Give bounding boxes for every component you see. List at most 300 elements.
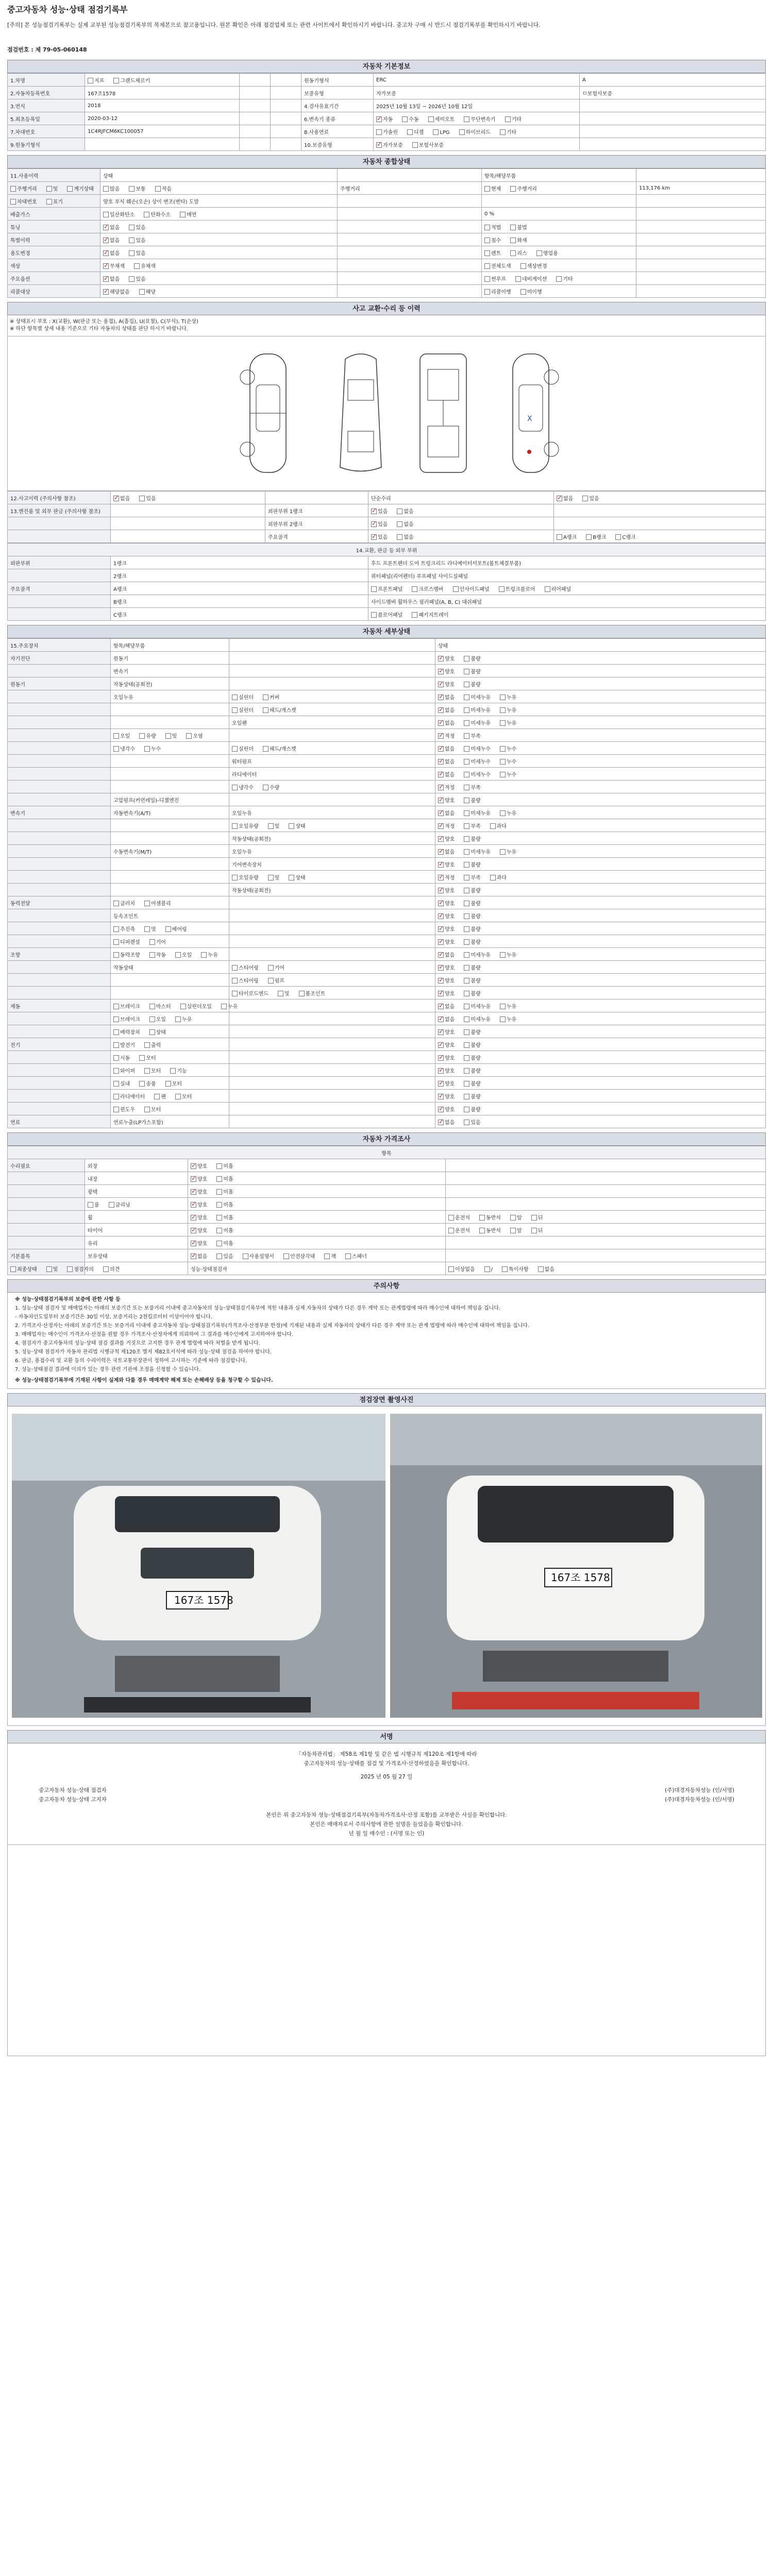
checkbox-option (371, 507, 388, 515)
checkbox-label: 영업용 (543, 250, 558, 257)
table-row (8, 169, 766, 182)
table-row (8, 233, 766, 246)
checkbox-label: 기어 (274, 965, 284, 971)
table-cell (482, 285, 636, 298)
table-cell (435, 716, 766, 729)
checkbox-option (289, 873, 305, 881)
table-cell (338, 195, 482, 208)
table-row (8, 1224, 766, 1236)
table-cell (229, 871, 435, 884)
checkbox-icon (397, 521, 402, 527)
table-row (8, 125, 766, 138)
table-cell (8, 595, 111, 608)
table-cell: 쿼터패널(리어펜더) 루프패널 사이드실패널 (368, 569, 766, 582)
table-cell (435, 961, 766, 974)
checkbox-icon (103, 1266, 109, 1272)
checkbox-label: 양호 (445, 991, 455, 997)
checkbox-icon (180, 1004, 186, 1009)
checkbox-icon (500, 694, 506, 700)
checkbox-label: 미세누수 (470, 759, 491, 765)
table-cell (240, 74, 271, 87)
checkbox-icon (505, 116, 511, 122)
checkbox-label: 있음 (223, 1253, 233, 1260)
checkbox-option (464, 1002, 491, 1010)
checkbox-label: 브레이크 (120, 1016, 140, 1023)
section-accident: 사고 교환·수리 등 이력 (7, 302, 766, 315)
checkbox-option (438, 925, 455, 933)
checkbox-icon (586, 534, 592, 540)
checkbox-icon (216, 1189, 222, 1195)
checkbox-option (144, 210, 171, 218)
checkbox-option (484, 236, 501, 244)
checkbox-icon (129, 186, 135, 192)
checkbox-icon (615, 534, 621, 540)
table-cell (8, 961, 111, 974)
table-cell: 오일누유 (229, 806, 435, 819)
table-cell: 양호 부식 훼손(오손) 상이 변조(변타) 도말 (100, 195, 338, 208)
table-cell (636, 246, 766, 259)
note-item: 2. 가격조사·산정자는 아래의 보증기간 또는 보증거리 이내에 중고자동차 성능·상태점검기록부(가격조사·산정부분 한정)에 기재된 내용과 실제 자동차의 상태가 다른 경우 계약 또는 관계 법령에 따라 매수인에 대하여 책임을 집니다. (15, 1323, 530, 1329)
table-cell (100, 182, 338, 195)
price-head: 항목 (8, 1146, 766, 1159)
table-cell: 원동기형식 (301, 74, 374, 87)
checkbox-label: 양호 (197, 1163, 208, 1170)
table-cell (435, 1103, 766, 1115)
confirm-text: 본인은 매매자로서 주의사항에 관한 설명을 들었음을 확인합니다. (310, 1821, 463, 1827)
table-cell (435, 677, 766, 690)
checkbox-label: 누유 (506, 707, 517, 714)
checkbox-icon (113, 1055, 119, 1061)
table-cell (482, 272, 636, 285)
checkbox-label: 양호 (445, 1029, 455, 1036)
checkbox-label: 양호 (445, 1107, 455, 1113)
checkbox-label: 모터 (172, 1081, 182, 1087)
checkbox-label: 없음 (110, 250, 120, 257)
checkbox-icon (438, 1055, 444, 1061)
table-cell (100, 221, 338, 233)
table-row (8, 1090, 766, 1103)
checkbox-icon (464, 913, 469, 919)
inspector-org: (주)대경자동차성능 (인/서명) (665, 1787, 734, 1793)
checkbox-option (464, 1015, 491, 1023)
checkbox-label: 있음 (136, 276, 146, 282)
table-cell (111, 530, 265, 543)
table-cell: 8.사용연료 (301, 125, 374, 138)
table-cell (368, 517, 554, 530)
table-cell (8, 729, 111, 742)
checkbox-icon (464, 1120, 469, 1125)
checkbox-option (289, 822, 305, 829)
checkbox-option (113, 732, 130, 739)
table-cell (435, 999, 766, 1012)
table-row (8, 1064, 766, 1077)
table-cell: 원동기 (111, 652, 229, 665)
checkbox-label: 미흡 (223, 1202, 233, 1208)
table-cell (188, 1236, 446, 1249)
sign-line-2: 중고자동차의 성능·상태를 점검 및 가격조사·산정하였음을 확인합니다. (304, 1760, 469, 1767)
table-cell (8, 569, 111, 582)
checkbox-icon (428, 116, 434, 122)
checkbox-label: 불량 (470, 913, 481, 920)
table-cell (8, 703, 111, 716)
checkbox-option (139, 494, 156, 502)
checkbox-option (438, 1028, 455, 1036)
checkbox-icon (438, 823, 444, 829)
checkbox-label: 적정 (445, 823, 455, 829)
notice-text: [주의] 본 성능점검기록부는 실제 교부된 성능점검기록부의 복제본으로 참고용입니다. 원본 확인은 아래 점검업체 또는 관련 사이트에서 확인하시기 바랍니다. 중고차 구매 시 반드시 점검기록부를 확인하시기 바랍니다. (7, 22, 541, 28)
checkbox-icon (500, 1016, 506, 1022)
checkbox-icon (510, 1215, 516, 1221)
checkbox-icon (129, 276, 135, 282)
checkbox-label: 스티어링 (239, 978, 259, 984)
checkbox-icon (165, 733, 171, 739)
checkbox-option (103, 184, 120, 192)
checkbox-label: 불량 (470, 926, 481, 933)
checkbox-icon (191, 1228, 196, 1233)
checkbox-icon (556, 276, 562, 282)
checkbox-option (490, 822, 507, 829)
table-cell (240, 125, 271, 138)
checkbox-label: 냉각수 (239, 785, 254, 791)
checkbox-option (180, 210, 196, 218)
table-cell (188, 1224, 446, 1236)
checkbox-icon (510, 238, 516, 243)
note-item: - 자동차인도일부터 보증기간은 30일 이상, 보증거리는 2천킬로미터 이상이어야 합니다. (15, 1314, 212, 1320)
checkbox-label: 양호 (197, 1202, 208, 1208)
checkbox-label: 동반석 (485, 1228, 501, 1234)
checkbox-option (186, 732, 203, 739)
table-cell (435, 652, 766, 665)
table-cell (111, 974, 229, 987)
checkbox-icon (144, 746, 150, 752)
checkbox-label: 미흡 (223, 1215, 233, 1221)
checkbox-icon (438, 772, 444, 777)
checkbox-label: 배력장치 (120, 1029, 140, 1036)
table-cell (8, 832, 111, 845)
section-detail: 자동차 세부상태 (7, 625, 766, 638)
checkbox-icon (453, 586, 459, 592)
table-cell (229, 909, 435, 922)
checkbox-label: 양호 (445, 1055, 455, 1061)
checkbox-option (586, 533, 606, 540)
checkbox-icon (500, 772, 506, 777)
checkbox-label: 리어패널 (551, 586, 572, 592)
table-cell (85, 1262, 188, 1275)
checkbox-option (113, 744, 135, 752)
table-row (8, 961, 766, 974)
checkbox-icon (438, 759, 444, 765)
checkbox-label: 출력 (150, 1042, 161, 1048)
table-cell: 튜닝 (8, 221, 100, 233)
table-cell (229, 999, 435, 1012)
checkbox-option (464, 115, 495, 123)
checkbox-icon (191, 1202, 196, 1208)
inspector-label: 중고자동차 성능·상태 점검자 (39, 1787, 107, 1793)
table-cell (8, 884, 111, 896)
checkbox-icon (438, 656, 444, 662)
table-cell: 오일팬 (229, 716, 435, 729)
table-row (8, 806, 766, 819)
checkbox-label: 누수 (506, 772, 517, 778)
checkbox-icon (438, 1042, 444, 1048)
checkbox-option (500, 693, 516, 701)
checkbox-icon (144, 1107, 150, 1112)
checkbox-icon (500, 746, 506, 752)
checkbox-icon (464, 116, 469, 122)
checkbox-option (438, 654, 455, 662)
table-cell (435, 922, 766, 935)
table-cell (435, 690, 766, 703)
table-row (8, 492, 766, 504)
checkbox-option (464, 680, 480, 688)
table-cell: 15.주요장치 (8, 639, 111, 652)
checkbox-icon (191, 1163, 196, 1169)
checkbox-icon (500, 759, 506, 765)
table-cell (229, 896, 435, 909)
checkbox-label: 기능 (177, 1068, 187, 1074)
checkbox-label: 주행거리 (517, 186, 537, 192)
table-cell (435, 871, 766, 884)
checkbox-icon (557, 496, 562, 501)
checkbox-icon (582, 496, 588, 501)
checkbox-label: 및 (274, 875, 280, 881)
table-cell: ㅁ보험사보증 (580, 87, 766, 99)
checkbox-option (216, 1175, 233, 1182)
checkbox-icon (139, 733, 145, 739)
checkbox-icon (500, 707, 506, 713)
table-cell (8, 768, 111, 781)
checkbox-option (324, 1252, 336, 1260)
table-cell (435, 858, 766, 871)
checkbox-label: 양호 (445, 913, 455, 920)
checkbox-label: 상태 (295, 823, 306, 829)
note-item: 5. 성능·상태 점검자가 자동차 관리법 시행규칙 제120조 별지 제82호서식에 따라 성능·상태 점검을 하여야 합니다. (15, 1349, 272, 1355)
table-row (8, 595, 766, 608)
table-cell: 사이드멤버 휠하우스 필러패널(A, B, C) 대쉬패널 (368, 595, 766, 608)
table-cell: 2랭크 (111, 569, 368, 582)
checkbox-option (232, 744, 254, 752)
notes-box (7, 1293, 766, 1389)
table-row (8, 99, 766, 112)
checkbox-option (376, 128, 398, 135)
checkbox-label: 오일 (120, 733, 130, 739)
checkbox-option (268, 976, 284, 984)
table-cell (100, 285, 338, 298)
table-cell (374, 125, 580, 138)
checkbox-icon (464, 759, 469, 765)
checkbox-option (103, 249, 120, 257)
checkbox-option (484, 262, 511, 269)
table-cell: 보유상태 (85, 1249, 188, 1262)
table-cell (435, 909, 766, 922)
checkbox-option (191, 1252, 207, 1260)
checkbox-option (510, 223, 527, 231)
table-row (8, 1012, 766, 1025)
signature-box (7, 1743, 766, 1845)
svg-text:167조 1578: 167조 1578 (174, 1594, 233, 1606)
checkbox-label: 양호 (445, 901, 455, 907)
table-cell (229, 1012, 435, 1025)
checkbox-option (268, 873, 280, 881)
table-cell: 1.차명 (8, 74, 85, 87)
checkbox-label: 타이로드엔드 (239, 991, 268, 997)
checkbox-icon (268, 875, 274, 880)
table-cell (111, 1090, 229, 1103)
checkbox-label: 기어 (156, 939, 166, 945)
checkbox-label: 누수 (506, 759, 517, 765)
table-cell (240, 112, 271, 125)
checkbox-option (515, 275, 547, 282)
checkbox-label: 및 (274, 823, 280, 829)
table-cell (111, 1077, 229, 1090)
checkbox-option (113, 1028, 140, 1036)
table-row (8, 999, 766, 1012)
checkbox-icon (438, 913, 444, 919)
checkbox-icon (484, 238, 490, 243)
table-cell (240, 87, 271, 99)
checkbox-icon (154, 1094, 160, 1099)
checkbox-label: 양호 (445, 1081, 455, 1087)
table-cell: 리콜대상 (8, 285, 100, 298)
checkbox-option (464, 693, 491, 701)
checkbox-icon (438, 978, 444, 984)
table-cell (636, 285, 766, 298)
svg-text:X: X (527, 415, 532, 423)
checkbox-option (144, 899, 171, 907)
checkbox-label: 양호 (197, 1241, 208, 1247)
table-cell (229, 742, 435, 755)
table-cell (8, 665, 111, 677)
table-row (8, 1236, 766, 1249)
checkbox-option (67, 1265, 94, 1273)
checkbox-label: 부족 (470, 875, 481, 881)
checkbox-option (464, 706, 491, 714)
table-row (8, 716, 766, 729)
table-cell (435, 896, 766, 909)
checkbox-icon (149, 1029, 155, 1035)
checkbox-icon (113, 1094, 119, 1099)
table-cell (374, 138, 580, 151)
checkbox-option (464, 1079, 480, 1087)
checkbox-label: 불량 (470, 1029, 481, 1036)
checkbox-option (464, 938, 480, 945)
checkbox-option (464, 822, 480, 829)
table-cell (435, 1064, 766, 1077)
checkbox-icon (438, 1094, 444, 1099)
checkbox-option (113, 899, 135, 907)
checkbox-label: 없음 (445, 810, 455, 817)
table-cell (229, 793, 435, 806)
checkbox-icon (545, 586, 550, 592)
table-row (8, 755, 766, 768)
table-cell (446, 1198, 766, 1211)
table-cell: 후드 프론트펜더 도어 트렁크리드 라디에이터서포트(볼트체결부품) (368, 556, 766, 569)
checkbox-label: 없음 (120, 496, 130, 502)
table-cell (338, 259, 482, 272)
car-right-side-icon (497, 349, 564, 478)
table-cell (111, 1051, 229, 1064)
checkbox-option (88, 76, 104, 84)
checkbox-label: 특이사항 (509, 1266, 529, 1273)
checkbox-option (438, 732, 455, 739)
checkbox-label: 양호 (445, 1094, 455, 1100)
checkbox-option (175, 951, 192, 958)
checkbox-label: 없음 (445, 849, 455, 855)
buyer-line: 년 월 일 매수인 : (서명 또는 인) (348, 1831, 425, 1837)
table-cell: 기어변속장치 (229, 858, 435, 871)
overall-table (7, 168, 766, 298)
checkbox-icon (510, 225, 516, 230)
table-row (8, 285, 766, 298)
checkbox-label: 적정 (445, 875, 455, 881)
checkbox-option (438, 912, 455, 920)
checkbox-label: 오염 (193, 733, 203, 739)
table-cell (8, 987, 111, 999)
checkbox-option (438, 1092, 455, 1100)
checkbox-option (263, 783, 279, 791)
table-row (8, 1077, 766, 1090)
checkbox-option (464, 860, 480, 868)
checkbox-icon (88, 1202, 93, 1208)
checkbox-option (464, 1118, 480, 1126)
checkbox-label: 전체도색 (491, 263, 511, 269)
checkbox-label: 누유 (506, 694, 517, 701)
checkbox-option (464, 848, 491, 855)
table-cell: 오일누유 (111, 690, 229, 703)
checkbox-icon (144, 1042, 150, 1048)
checkbox-option (191, 1200, 207, 1208)
checkbox-option (10, 184, 37, 192)
checkbox-icon (113, 1029, 119, 1035)
checkbox-icon (139, 1055, 145, 1061)
detail-table (7, 638, 766, 1128)
checkbox-option (536, 249, 558, 257)
checkbox-label: 양호 (445, 939, 455, 945)
checkbox-label: 적법 (491, 225, 501, 231)
table-row (8, 1185, 766, 1198)
table-cell: 제동 (8, 999, 111, 1012)
checkbox-option (510, 1226, 522, 1234)
checkbox-icon (103, 212, 109, 217)
checkbox-icon (484, 263, 490, 269)
checkbox-option (484, 1266, 493, 1273)
checkbox-icon (103, 250, 109, 256)
checkbox-option (448, 1265, 475, 1273)
table-row (8, 987, 766, 999)
table-cell (111, 492, 265, 504)
checkbox-label: 미세누유 (470, 849, 491, 855)
checkbox-label: 모터 (150, 1107, 161, 1113)
checkbox-icon (510, 186, 516, 192)
table-cell (368, 608, 766, 621)
table-cell (8, 517, 111, 530)
table-row (8, 569, 766, 582)
checkbox-option (149, 951, 166, 958)
checkbox-option (103, 287, 130, 295)
checkbox-option (438, 848, 455, 855)
checkbox-label: 기타 (506, 129, 517, 135)
table-cell (8, 858, 111, 871)
checkbox-label: 추진축 (120, 926, 135, 933)
table-cell: 조향 (8, 948, 111, 961)
checkbox-option (464, 886, 480, 894)
checkbox-option (371, 585, 402, 592)
checkbox-icon (500, 720, 506, 726)
checkbox-option (180, 1002, 212, 1010)
checkbox-option (46, 184, 58, 192)
table-cell (554, 504, 766, 517)
table-cell (8, 871, 111, 884)
